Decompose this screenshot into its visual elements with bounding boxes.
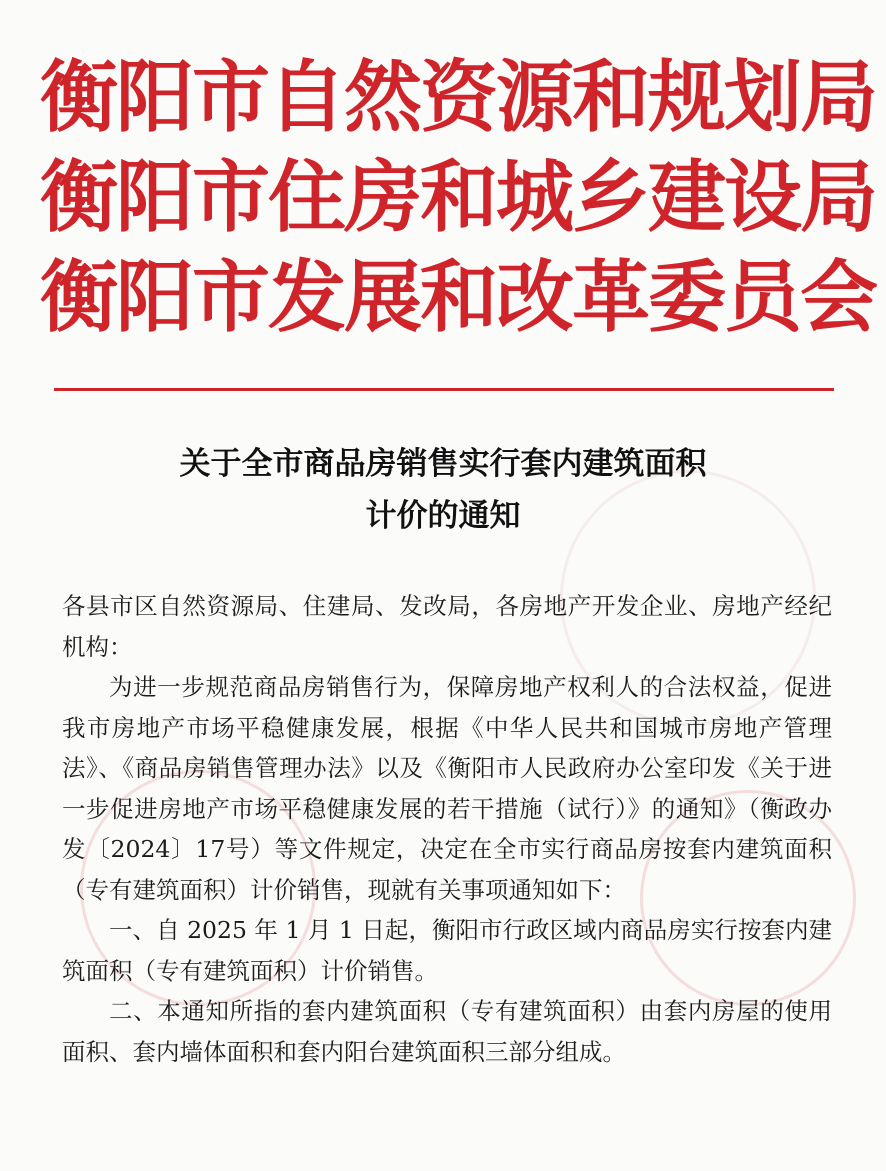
issuer-name: 衡阳市自然资源和规划局	[40, 52, 877, 143]
red-divider	[54, 388, 834, 391]
body-paragraph: 一、自 2025 年 1 月 1 日起，衡阳市行政区域内商品房实行按套内建筑面积（专有建筑面积）计价销售。	[62, 916, 832, 985]
issuer-name: 衡阳市发展和改革委员会	[40, 252, 877, 343]
document-title	[60, 438, 826, 542]
title-line: 关于全市商品房销售实行套内建筑面积	[179, 446, 707, 482]
title-line: 计价的通知	[365, 498, 521, 534]
body-paragraph: 为进一步规范商品房销售行为，保障房地产权利人的合法权益，促进我市房地产市场平稳健康发展，根据《中华人民共和国城市房地产管理法》、《商品房销售管理办法》以及《衡阳市人民政府办公室印发《关于进一步促进房地产市场平稳健康发展的若干措施（试行）》的通知》（衡政办发〔2024〕17号）等文件规定，决定在全市实行商品房按套内建筑面积（专有建筑面积）计价销售，现就有关事项通知如下：	[62, 673, 832, 904]
document-body	[62, 586, 832, 1072]
addressee: 各县市区自然资源局、住建局、发改局，各房地产开发企业、房地产经纪机构：	[62, 592, 832, 661]
body-paragraph: 二、本通知所指的套内建筑面积（专有建筑面积）由套内房屋的使用面积、套内墙体面积和套内阳台建筑面积三部分组成。	[62, 997, 832, 1066]
issuer-header	[40, 48, 877, 348]
issuer-name: 衡阳市住房和城乡建设局	[40, 152, 877, 243]
